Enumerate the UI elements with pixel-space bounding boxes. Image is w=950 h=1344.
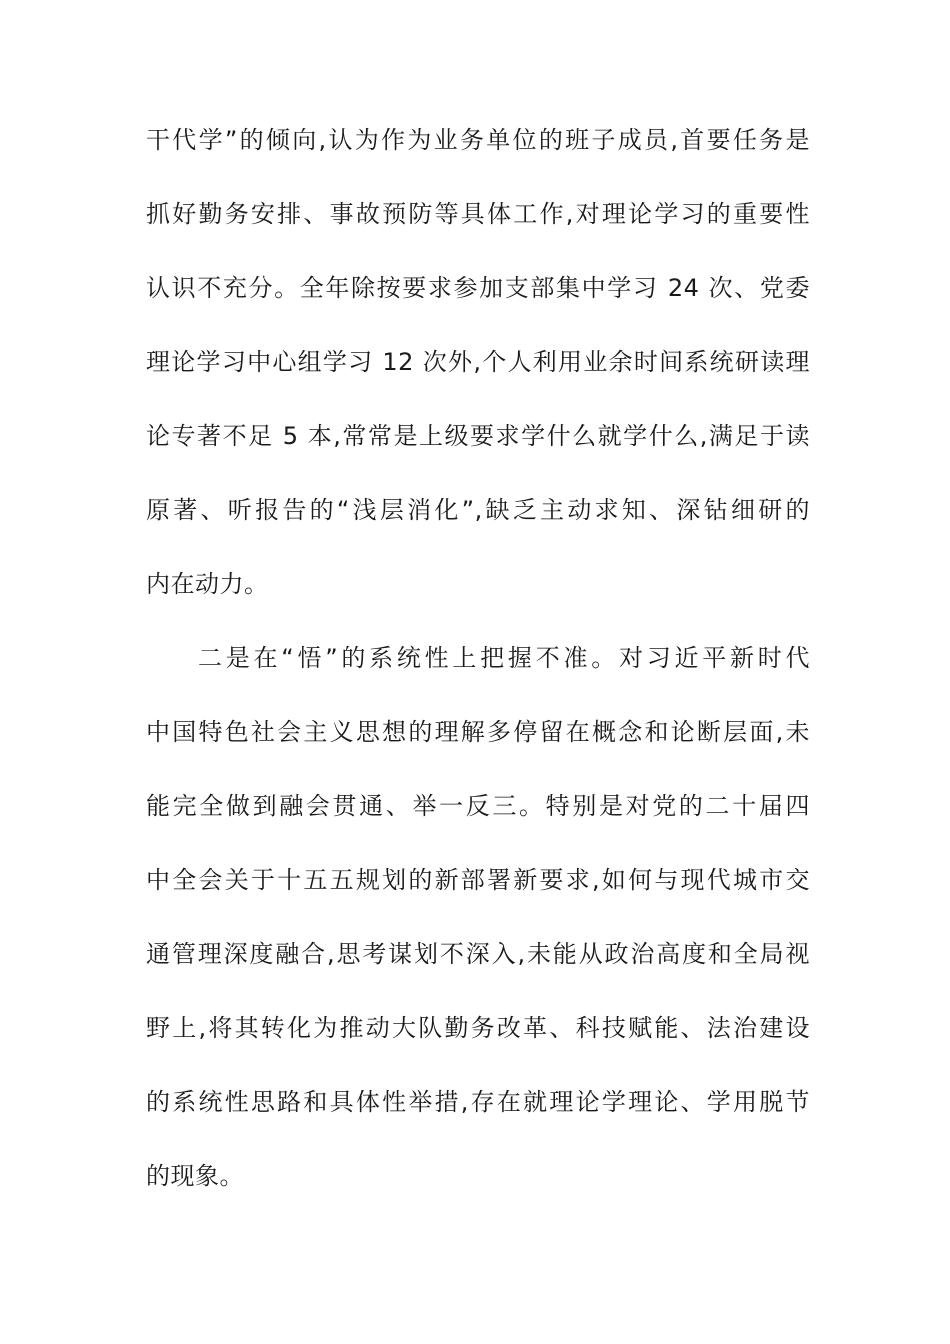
- text-line: 原著、听报告的“浅层消化”,缺乏主动求知、深钻细研的: [146, 496, 810, 524]
- text-line: 内在动力。: [146, 570, 269, 598]
- text-line: 理论学习中心组学习 12 次外,个人利用业余时间系统研读理: [146, 348, 810, 376]
- text-line: 抓好勤务安排、事故预防等具体工作,对理论学习的重要性: [146, 200, 810, 228]
- text-line: 二是在“悟”的系统性上把握不准。对习近平新时代: [198, 644, 810, 672]
- text-line: 干代学”的倾向,认为作为业务单位的班子成员,首要任务是: [146, 126, 810, 154]
- text-line: 中全会关于十五五规划的新部署新要求,如何与现代城市交: [146, 866, 810, 894]
- text-line: 能完全做到融会贯通、举一反三。特别是对党的二十届四: [146, 792, 810, 820]
- text-line: 认识不充分。全年除按要求参加支部集中学习 24 次、党委: [146, 274, 810, 302]
- text-line: 通管理深度融合,思考谋划不深入,未能从政治高度和全局视: [146, 940, 810, 968]
- text-line: 野上,将其转化为推动大队勤务改革、科技赋能、法治建设: [146, 1014, 810, 1042]
- text-line: 中国特色社会主义思想的理解多停留在概念和论断层面,未: [146, 718, 810, 746]
- text-line: 的现象。: [146, 1162, 244, 1190]
- document-body: [146, 118, 810, 1228]
- paragraph-1: [146, 118, 810, 636]
- text-line: 论专著不足 5 本,常常是上级要求学什么就学什么,满足于读: [146, 422, 810, 450]
- paragraph-2: [146, 636, 810, 1228]
- text-line: 的系统性思路和具体性举措,存在就理论学理论、学用脱节: [146, 1088, 810, 1116]
